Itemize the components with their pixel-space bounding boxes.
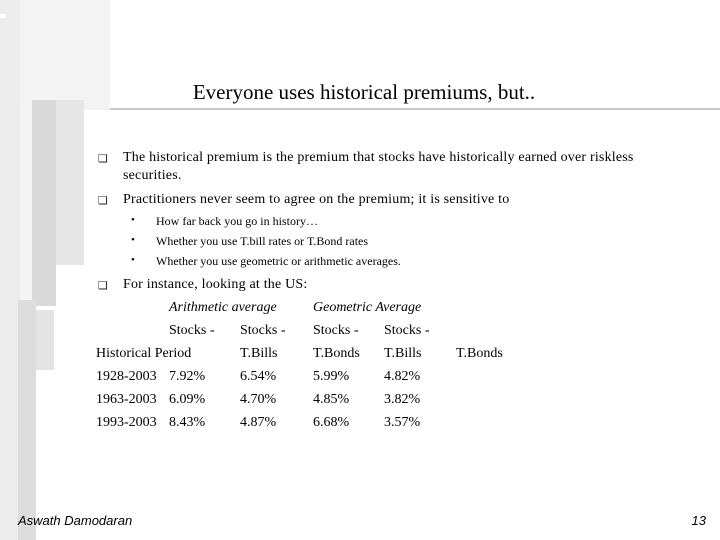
background-panel	[56, 100, 84, 265]
background-panel	[36, 310, 54, 370]
table-cell: 7.92%	[169, 369, 206, 384]
table-header-cell: T.Bonds	[313, 346, 360, 361]
bullet-text: The historical premium is the premium that stocks have historically earned over riskless	[123, 150, 634, 165]
checkbox-bullet-icon: ❏	[98, 152, 108, 165]
bullet-text: For instance, looking at the US:	[123, 277, 308, 292]
table-header-cell: T.Bonds	[456, 346, 503, 361]
bullet-text: Practitioners never seem to agree on the premium; it is sensitive to	[123, 192, 510, 207]
table-cell: 4.85%	[313, 392, 350, 407]
slide-title: Everyone uses historical premiums, but..	[192, 80, 536, 104]
table-cell: 3.82%	[384, 392, 421, 407]
table-header-cell: Stocks -	[240, 323, 286, 338]
sub-bullet-text: How far back you go in history…	[156, 214, 318, 228]
table-header-cell: Stocks -	[384, 323, 430, 338]
table-header-cell: Stocks -	[169, 323, 215, 338]
table-cell: 6.09%	[169, 392, 206, 407]
table-header-cell: Stocks -	[313, 323, 359, 338]
table-cell-period: 1993-2003	[96, 415, 157, 430]
sub-bullet-text: Whether you use geometric or arithmetic averages.	[156, 254, 401, 268]
checkbox-bullet-icon: ❏	[98, 279, 108, 292]
table-header-cell: Historical Period	[96, 346, 192, 361]
table-cell: 4.87%	[240, 415, 277, 430]
table-group-header: Arithmetic average	[169, 300, 277, 315]
table-cell-period: 1963-2003	[96, 392, 157, 407]
table-cell: 8.43%	[169, 415, 206, 430]
title-divider	[110, 108, 720, 110]
page-number: 13	[691, 513, 706, 528]
table-cell: 4.82%	[384, 369, 421, 384]
table-cell: 4.70%	[240, 392, 277, 407]
background-panel	[18, 300, 36, 540]
background-panel	[0, 14, 6, 18]
bullet-text: securities.	[123, 168, 182, 183]
table-cell: 3.57%	[384, 415, 421, 430]
table-cell: 6.54%	[240, 369, 277, 384]
table-cell-period: 1928-2003	[96, 369, 157, 384]
sub-bullet-text: Whether you use T.bill rates or T.Bond rates	[156, 234, 369, 248]
sub-bullet-icon: •	[131, 254, 135, 266]
background-panel	[32, 100, 56, 306]
table-group-header: Geometric Average	[313, 300, 422, 315]
footer-author: Aswath Damodaran	[18, 513, 133, 528]
table-cell: 6.68%	[313, 415, 350, 430]
sub-bullet-icon: •	[131, 234, 135, 246]
checkbox-bullet-icon: ❏	[98, 194, 108, 207]
table-cell: 5.99%	[313, 369, 350, 384]
table-header-cell: T.Bills	[384, 346, 422, 361]
table-header-cell: T.Bills	[240, 346, 278, 361]
sub-bullet-icon: •	[131, 214, 135, 226]
